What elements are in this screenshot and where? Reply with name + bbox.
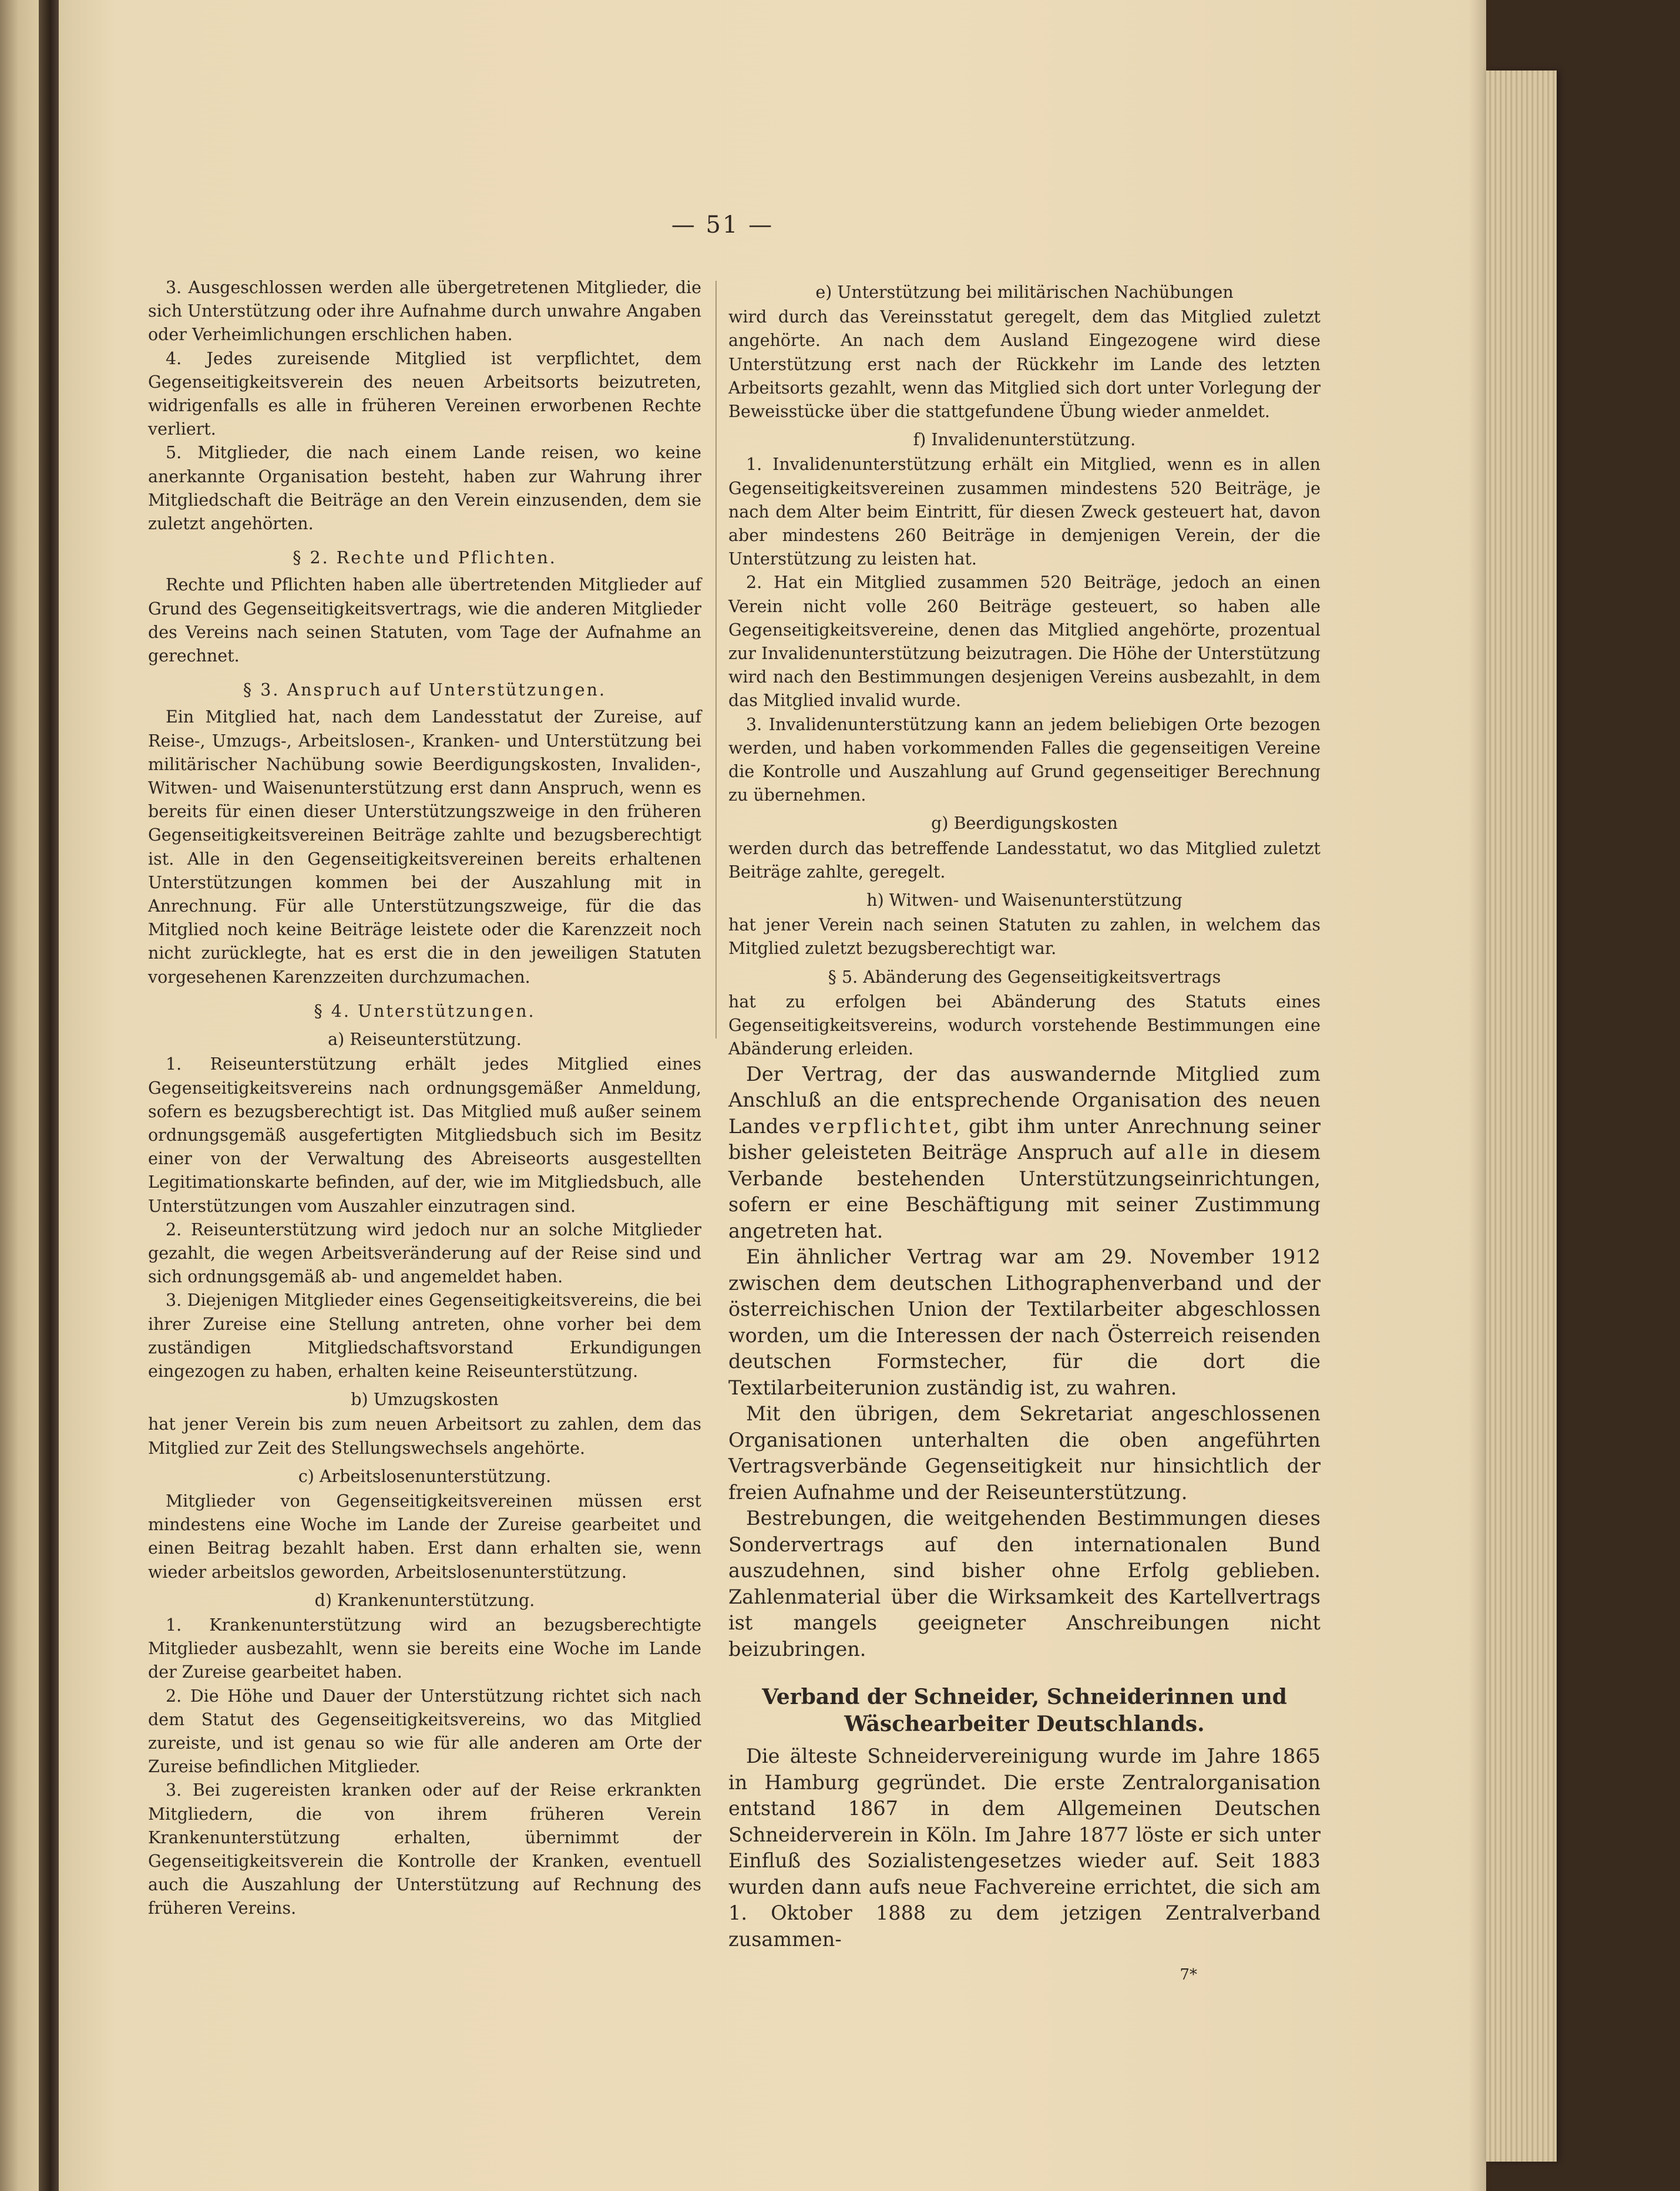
page-number: — 51 — (671, 211, 774, 238)
paragraph: 1. Krankenunterstützung wird an bezugsberechtigte Mitglieder ausbezahlt, wenn sie bereits eine Woche im Lande der Zureise gearbeitet haben. (148, 1615, 701, 1682)
paragraph: werden durch das betreffende Landesstatut, wo das Mitglied zuletzt Beiträge zahlte, geregelt. (728, 838, 1321, 882)
paragraph: Bestrebungen, die weitgehenden Bestimmungen dieses Sondervertrags auf den internationalen Bund auszudehnen, sind bisher ohne Erfolg geblieben. Zahlenmaterial über die Wirksamkeit des Kartellvertrags ist mangels geeigneter Anschreibungen nicht beizubringen. (728, 1507, 1321, 1661)
paragraph: 3. Invalidenunterstützung kann an jedem beliebigen Orte bezogen werden, und haben vorkommenden Falles die gegenseitigen Vereine die Kontrolle und Auszahlung auf Grund gegenseitiger Berechnung zu übernehmen. (728, 714, 1321, 805)
paragraph: 3. Bei zugereisten kranken oder auf der Reise erkrankten Mitgliedern, die von ihrem früheren Verein Krankenunterstützung erhalten, übernimmt der Gegenseitigkeitsverein die Kontrolle der Kranken, eventuell auch die Auszahlung der Unterstützung auf Rechnung des früheren Vereins. (148, 1780, 701, 1918)
page-stack-edge (1486, 70, 1557, 2162)
text-run: , gibt ihm unter Anrechnung seiner bisher geleisteten Beiträge Anspruch auf (728, 1114, 1321, 1164)
subheading: d) Krankenunterstützung. (314, 1590, 535, 1610)
paragraph (728, 1061, 1321, 1245)
paragraph: Ein ähnlicher Vertrag war am 29. November 1912 zwischen dem deutschen Lithographenverband und der österreichischen Union der Textilarbeiter abgeschlossen worden, um die Interessen der nach Österreich reisenden deutschen Formstecher, für die dort die Textilarbeiterunion zuständig ist, zu wahren. (728, 1245, 1321, 1399)
paragraph: hat jener Verein bis zum neuen Arbeitsort zu zahlen, dem das Mitglied zur Zeit des Stellungswechsels angehörte. (148, 1414, 701, 1458)
book-gutter (39, 0, 60, 2191)
paragraph: 1. Reiseunterstützung erhält jedes Mitglied eines Gegenseitigkeitsvereins nach ordnungsgemäßer Anmeldung, sofern es bezugsberechtigt ist. Das Mitglied muß außer seinem ordnungsgemäß ausgefertigten Mitgliedsbuch sich im Besitz einer von der Verwaltung des Abreiseorts ausgestellten Legitimationskarte befinden, auf der, wie im Mitgliedsbuch, alle Unterstützungen vom Auszahler einzutragen sind. (148, 1054, 701, 1216)
paragraph: Rechte und Pflichten haben alle übertretenden Mitglieder auf Grund des Gegenseitigkeitsvertrags, wie die anderen Mitglieder des Vereins nach seinen Statuten, vom Tage der Aufnahme an gerechnet. (148, 575, 701, 666)
organization-heading: Verband der Schneider, Schneiderinnen und Wäschearbeiter Deutschlands. (762, 1685, 1287, 1736)
paragraph: hat jener Verein nach seinen Statuten zu zahlen, in welchem das Mitglied zuletzt bezugsberechtigt war. (728, 915, 1321, 959)
subheading: f) Invalidenunterstützung. (913, 430, 1136, 450)
section-heading: § 5. Abänderung des Gegenseitigkeitsvertrags (828, 967, 1221, 987)
paragraph: 2. Hat ein Mitglied zusammen 520 Beiträge, jedoch an einen Verein nicht volle 260 Beiträge gesteuert, so haben alle Gegenseitigkeitsvereine, denen das Mitglied angehörte, prozentual zur Invalidenunterstützung beizutragen. Die Höhe der Unterstützung wird nach den Bestimmungen desjenigen Vereins ausbezahlt, in dem das Mitglied invalid wurde. (728, 573, 1321, 711)
text-run: Der Vertrag, der das auswandernde Mitglied zum Anschluß an die entsprechende Organisation des neuen Landes (728, 1062, 1321, 1138)
paragraph: Mitglieder von Gegenseitigkeitsvereinen müssen erst mindestens eine Woche im Lande der Zureise gearbeitet und einen Beitrag bezahlt haben. Erst dann erhalten sie, wenn wieder arbeitslos geworden, Arbeitslosenunterstützung. (148, 1491, 701, 1582)
paragraph: 1. Invalidenunterstützung erhält ein Mitglied, wenn es in allen Gegenseitigkeitsvereinen zusammen mindestens 520 Beiträge, je nach dem Alter beim Eintritt, für diesen Zweck gesteuert hat, davon aber mindestens 260 Beiträge in demjenigen Verein, der die Unterstützung zu leisten hat. (728, 455, 1321, 569)
section-heading: § 2. Rechte und Pflichten. (293, 548, 557, 568)
subheading: c) Arbeitslosenunterstützung. (298, 1466, 552, 1486)
paragraph: 3. Ausgeschlossen werden alle übergetretenen Mitglieder, die sich Unterstützung oder ihre Aufnahme durch unwahre Angaben oder Verheimlichungen erschlichen haben. (148, 278, 701, 345)
paragraph: Mit den übrigen, dem Sekretariat angeschlossenen Organisationen unterhalten die oben angeführten Vertragsverbände Gegenseitigkeit nur hinsichtlich der freien Aufnahme und der Reiseunterstützung. (728, 1402, 1321, 1504)
signature-mark: 7* (1180, 1966, 1197, 1984)
section-heading: § 4. Unterstützungen. (314, 1001, 536, 1021)
emphasis-text: alle (1165, 1141, 1211, 1164)
subheading: e) Unterstützung bei militärischen Nachübungen (815, 283, 1234, 302)
column-divider (715, 281, 717, 1039)
paragraph: 2. Die Höhe und Dauer der Unterstützung richtet sich nach dem Statut des Gegenseitigkeitsvereins, wo das Mitglied zureiste, und ist genau so wie für alle anderen am Orte der Zureise befindlichen Mitglieder. (148, 1686, 701, 1777)
text-run: in diesem Verbande bestehenden Unterstützungseinrichtungen, sofern er eine Beschäftigung mit seiner Zustimmung angetreten hat. (728, 1141, 1321, 1242)
subheading: h) Witwen- und Waisenunterstützung (866, 890, 1182, 910)
paragraph: Ein Mitglied hat, nach dem Landesstatut der Zureise, auf Reise-, Umzugs-, Arbeitslosen-, Kranken- und Unterstützung bei militärischer Nachübung sowie Beerdigungskosten, Invaliden-, Witwen- und Waisenunterstützung erst dann Anspruch, wenn es bereits für einen dieser Unterstützungszweige in den früheren Gegenseitigkeitsvereinen Beiträge zahlte und bezugsberechtigt ist. Alle in den Gegenseitigkeitsvereinen bereits erhaltenen Unterstützungen kommen bei der Auszahlung mit in Anrechnung. Für alle Unterstützungszweige, für die das Mitglied noch keine Beiträge leistete oder die Karenzzeit noch nicht zurücklegte, hat es erst die in den jeweiligen Statuten vorgesehenen Karenzzeiten durchzumachen. (148, 707, 701, 987)
left-column (148, 276, 701, 1921)
subheading: g) Beerdigungskosten (931, 814, 1118, 834)
subheading: b) Umzugskosten (351, 1390, 499, 1410)
emphasis-text: verpflichtet (809, 1114, 953, 1138)
paragraph: wird durch das Vereinsstatut geregelt, dem das Mitglied zuletzt angehörte. An nach dem Ausland Eingezogene wird diese Unterstützung erst nach der Rückkehr im Lande des letzten Arbeitsorts gezahlt, wenn das Mitglied sich dort unter Vorlegung der Beweisstücke über die stattgefundene Übung wieder anmeldet. (728, 307, 1321, 422)
right-column (728, 276, 1321, 1987)
paragraph: 2. Reiseunterstützung wird jedoch nur an solche Mitglieder gezahlt, die wegen Arbeitsveränderung auf der Reise sind und sich ordnungsgemäß ab- und angemeldet haben. (148, 1219, 701, 1287)
paragraph: 4. Jedes zureisende Mitglied ist verpflichtet, dem Gegenseitigkeitsverein des neuen Arbeitsorts beizutreten, widrigenfalls es alle in früheren Vereinen erworbenen Rechte verliert. (148, 348, 701, 439)
subheading: a) Reiseunterstützung. (328, 1030, 522, 1050)
paragraph: 3. Diejenigen Mitglieder eines Gegenseitigkeitsvereins, die bei ihrer Zureise eine Stellung antreten, ohne vorher bei dem zuständigen Mitgliedschaftsvorstand Erkundigungen eingezogen zu haben, erhalten keine Reiseunterstützung. (148, 1291, 701, 1381)
previous-page-edge (0, 0, 41, 2191)
section-heading: § 3. Anspruch auf Unterstützungen. (243, 680, 607, 700)
paragraph: 5. Mitglieder, die nach einem Lande reisen, wo keine anerkannte Organisation besteht, haben zur Wahrung ihrer Mitgliedschaft die Beiträge an den Verein einzusenden, dem sie zuletzt angehörten. (148, 443, 701, 534)
paragraph: hat zu erfolgen bei Abänderung des Statuts eines Gegenseitigkeitsvereins, wodurch vorstehende Bestimmungen eine Abänderung erleiden. (728, 992, 1321, 1059)
paragraph: Die älteste Schneidervereinigung wurde im Jahre 1865 in Hamburg gegründet. Die erste Zentralorganisation entstand 1867 in dem Allgemeinen Deutschen Schneiderverein in Köln. Im Jahre 1877 löste er sich unter Einfluß des Sozialistengesetzes wieder auf. Seit 1883 wurden dann aufs neue Fachvereine errichtet, die sich am 1. Oktober 1888 zu dem jetzigen Zentralverband zusammen- (728, 1745, 1321, 1951)
